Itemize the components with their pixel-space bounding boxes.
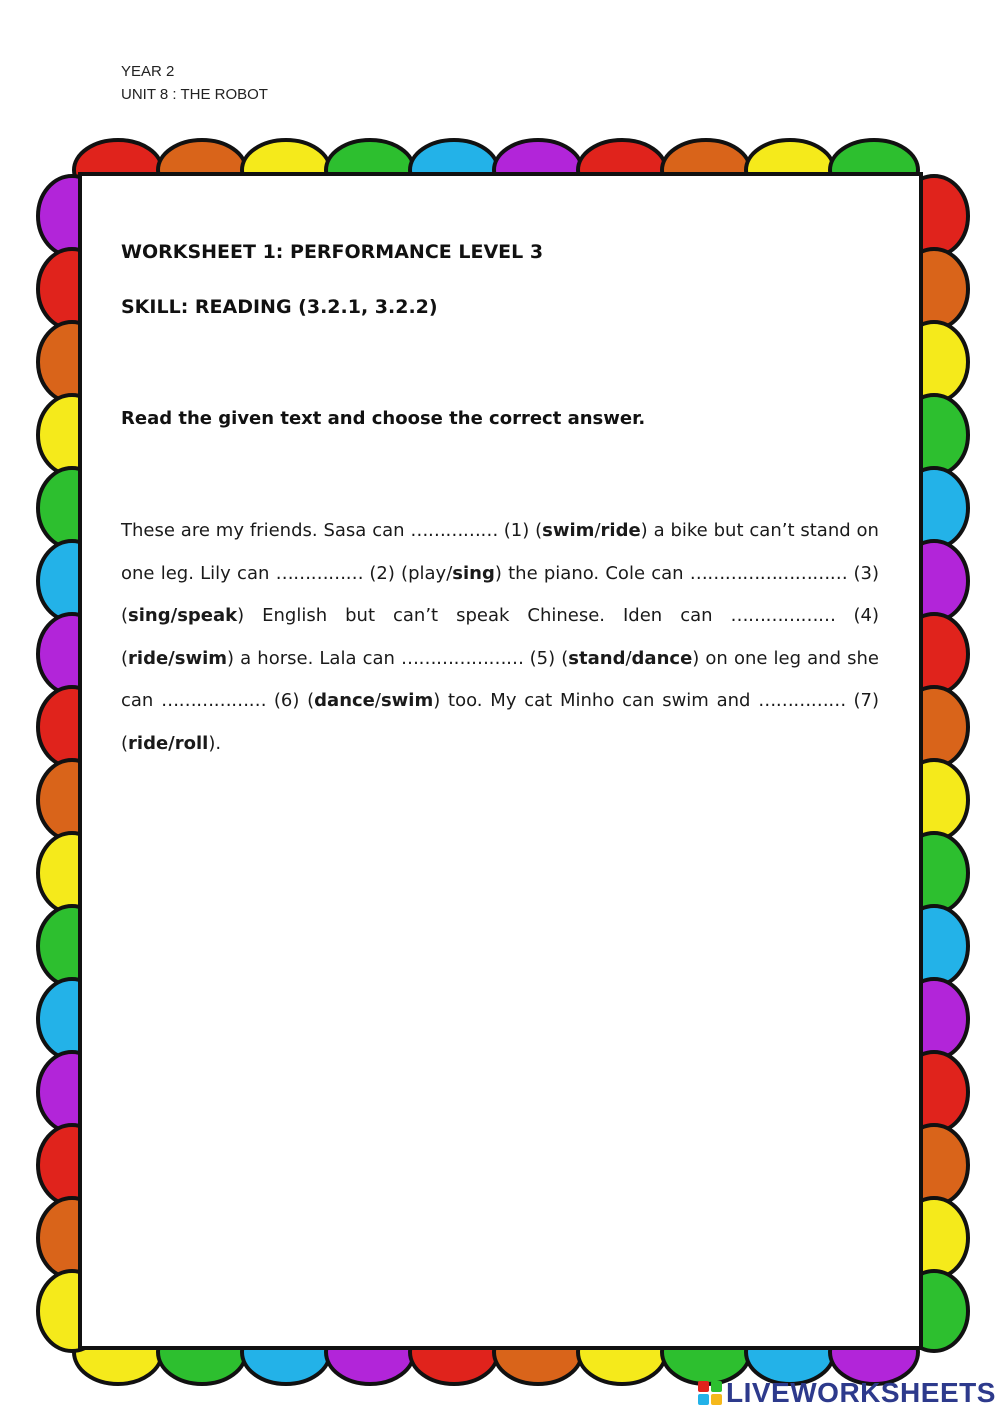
answer-blank-1[interactable]: ……………: [410, 520, 498, 541]
option-7a: ride: [128, 732, 169, 754]
answer-blank-2[interactable]: ……………: [275, 562, 364, 584]
option-4b: swim: [174, 647, 228, 669]
option-6a: dance: [314, 690, 375, 711]
year-label: YEAR 2: [121, 63, 175, 80]
option-2b: sing: [452, 562, 495, 584]
option-7b: roll: [174, 732, 209, 754]
answer-blank-4[interactable]: ………………: [730, 605, 836, 626]
brand-name: LIVEWORKSHEETS: [726, 1377, 996, 1408]
reading-passage: These are my friends. Sasa can …………… (1) (swim/ride) a bike but can’t stand on one leg. Lily can …………… (2) (play/sing) the piano. Cole can ……………………… (3) (sing/speak) English but can’t speak Chinese. Iden can ……………… (4) (ride/swim) a horse. Lala can ………………… (5) (stand/dance) on one leg and she can ……………… (6) (dance/swim) too. My cat Minho can swim and …………… (7) (ride/roll).: [121, 520, 880, 754]
option-5b: dance: [631, 647, 693, 669]
option-4a: ride: [128, 647, 169, 669]
unit-label: UNIT 8 : THE ROBOT: [121, 86, 268, 103]
liveworksheets-brand[interactable]: [698, 1377, 996, 1409]
answer-blank-6[interactable]: ………………: [161, 690, 267, 711]
worksheet-title: WORKSHEET 1: PERFORMANCE LEVEL 3: [121, 241, 544, 263]
answer-blank-3[interactable]: ………………………: [689, 562, 848, 584]
answer-blank-5[interactable]: …………………: [401, 647, 524, 669]
answer-blank-7[interactable]: ……………: [758, 690, 846, 711]
option-1a: swim: [542, 520, 595, 541]
option-3b: speak: [177, 605, 238, 626]
instruction-text: Read the given text and choose the correct answer.: [121, 408, 646, 429]
liveworksheets-logo-icon: [698, 1381, 722, 1405]
option-6b: swim: [380, 690, 434, 711]
option-5a: stand: [568, 647, 626, 669]
option-3a: sing: [128, 605, 171, 626]
option-1b: ride: [600, 520, 641, 541]
skill-label: SKILL: READING (3.2.1, 3.2.2): [121, 296, 438, 318]
